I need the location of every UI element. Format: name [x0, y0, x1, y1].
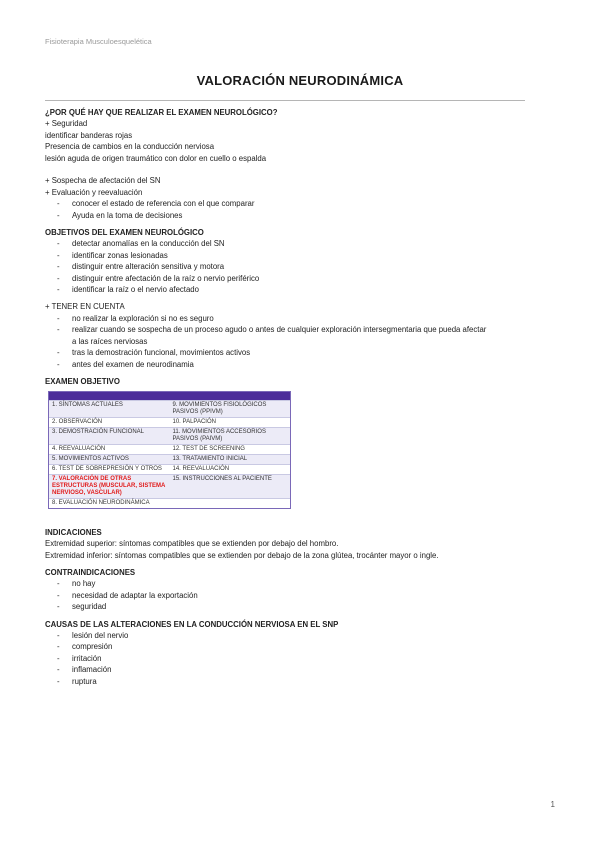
why-line: lesión aguda de origen traumático con dolor en cuello o espalda: [45, 153, 267, 163]
list-item: - seguridad: [45, 601, 560, 612]
table-cell: 13. TRATAMIENTO INICIAL: [170, 455, 291, 465]
list-item: - antes del examen de neurodinamia: [45, 359, 560, 370]
table-row: [49, 428, 290, 445]
list-item-continuation: [45, 336, 560, 347]
table-cell: 11. MOVIMIENTOS ACCESORIOS PASIVOS (PAIVM): [170, 428, 291, 445]
table-cell: 14. REEVALUACIÓN: [170, 465, 291, 475]
list-item: - compresión: [45, 641, 560, 652]
running-header: Fisioterapia Musculoesquelética: [45, 37, 152, 46]
continuation-text: a las raíces nerviosas: [72, 336, 148, 346]
consider-heading: + TENER EN CUENTA: [45, 302, 125, 312]
table-cell: 9. MOVIMIENTOS FISIOLÓGICOS PASIVOS (PPIVM): [170, 401, 291, 418]
document-title: VALORACIÓN NEURODINÁMICA: [196, 73, 404, 88]
title-divider: [45, 100, 525, 101]
why-line: Presencia de cambios en la conducción nerviosa: [45, 142, 215, 152]
table-cell: 12. TEST DE SCREENING: [170, 445, 291, 455]
page-number: 1: [550, 800, 555, 809]
table-cell: 3. DEMOSTRACIÓN FUNCIONAL: [49, 428, 170, 445]
objectives-list: [45, 238, 560, 295]
indication-line: Extremidad superior: síntomas compatibles que se extienden por debajo del hombro.: [45, 539, 339, 549]
why-line: + Seguridad: [45, 119, 88, 129]
table-row: [49, 445, 290, 455]
table-row: [49, 455, 290, 465]
indications-heading: INDICACIONES: [45, 527, 102, 537]
list-item: - realizar cuando se sospecha de un proceso agudo o antes de cualquier exploración intersegmentaria que pueda afectar: [45, 324, 560, 335]
list-item: - inflamación: [45, 664, 560, 675]
list-item: - identificar la raíz o el nervio afectado: [45, 284, 560, 295]
list-item: - irritación: [45, 653, 560, 664]
suspect-line: + Sospecha de afectación del SN: [45, 176, 161, 186]
table-cell: 2. OBSERVACIÓN: [49, 418, 170, 428]
table-cell: 8. EVALUACIÓN NEURODINÁMICA: [49, 499, 170, 509]
eval-line: + Evaluación y reevaluación: [45, 187, 143, 197]
list-item: - distinguir entre afectación de la raíz o nervio periférico: [45, 273, 560, 284]
exam-table: [48, 391, 291, 509]
objectives-heading: OBJETIVOS DEL EXAMEN NEUROLÓGICO: [45, 228, 204, 238]
list-item: - tras la demostración funcional, movimientos activos: [45, 347, 560, 358]
table-cell: 10. PALPACIÓN: [170, 418, 291, 428]
table-row: [49, 401, 290, 418]
table-row: [49, 475, 290, 499]
causes-heading: CAUSAS DE LAS ALTERACIONES EN LA CONDUCCIÓN NERVIOSA EN EL SNP: [45, 619, 339, 629]
document-body: [45, 107, 560, 687]
table-header-bar: [49, 392, 290, 400]
contraindications-heading: CONTRAINDICACIONES: [45, 567, 136, 577]
list-item: - necesidad de adaptar la exportación: [45, 590, 560, 601]
list-item: - ruptura: [45, 676, 560, 687]
list-item: - no hay: [45, 578, 560, 589]
contraindications-list: [45, 578, 560, 612]
eval-list: [45, 198, 560, 221]
table-cell: 15. INSTRUCCIONES AL PACIENTE: [170, 475, 291, 499]
list-item: - identificar zonas lesionadas: [45, 250, 560, 261]
list-item: - lesión del nervio: [45, 630, 560, 641]
table-cell: 4. REEVALUACIÓN: [49, 445, 170, 455]
list-item: - no realizar la exploración si no es seguro: [45, 313, 560, 324]
why-line: identificar banderas rojas: [45, 130, 133, 140]
table-row: [49, 418, 290, 428]
consider-list: [45, 313, 560, 370]
list-item: - distinguir entre alteración sensitiva y motora: [45, 261, 560, 272]
table-cell: 5. MOVIMIENTOS ACTIVOS: [49, 455, 170, 465]
table-row: [49, 465, 290, 475]
exam-heading: EXAMEN OBJETIVO: [45, 376, 120, 386]
table-cell-highlight: 7. VALORACIÓN DE OTRAS ESTRUCTURAS (MUSCULAR, SISTEMA NERVIOSO, VASCULAR): [49, 475, 170, 499]
table-cell: 6. TEST DE SOBREPRESIÓN Y OTROS: [49, 465, 170, 475]
indication-line: Extremidad inferior: síntomas compatibles que se extienden por debajo de la zona glútea, trocánter mayor o ingle.: [45, 550, 439, 560]
table-cell: [170, 499, 291, 509]
why-heading: ¿POR QUÉ HAY QUE REALIZAR EL EXAMEN NEUROLÓGICO?: [45, 108, 278, 117]
table-cell: 1. SÍNTOMAS ACTUALES: [49, 401, 170, 418]
list-item: - conocer el estado de referencia con el que comparar: [45, 198, 560, 209]
list-item: - Ayuda en la toma de decisiones: [45, 210, 560, 221]
list-item: - detectar anomalías en la conducción del SN: [45, 238, 560, 249]
causes-list: [45, 630, 560, 687]
table-row: [49, 499, 290, 509]
